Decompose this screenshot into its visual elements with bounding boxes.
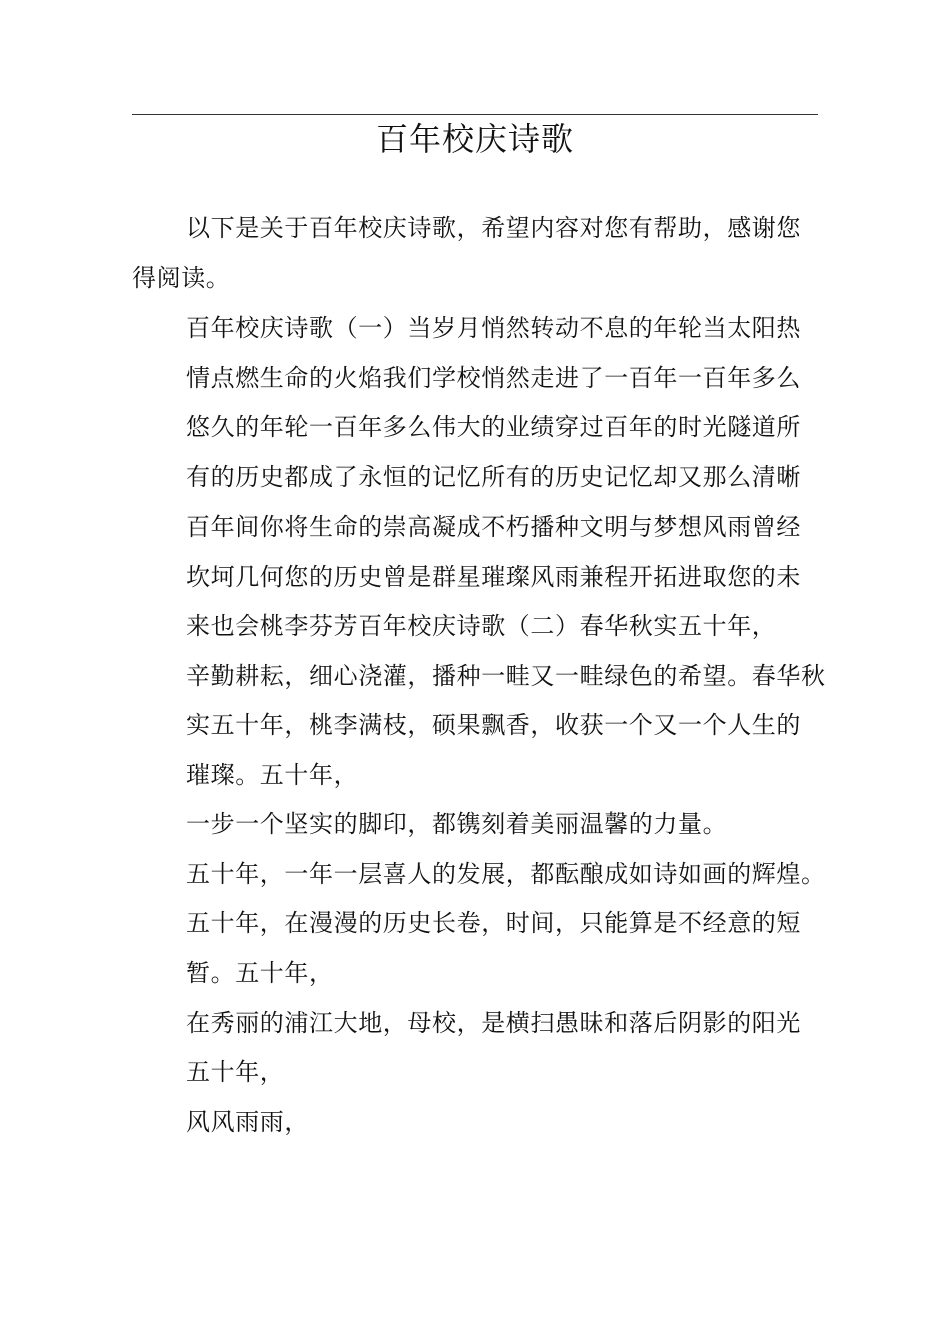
text-line: 百年校庆诗歌（一）当岁月悄然转动不息的年轮当太阳热 (186, 314, 801, 342)
text-line: 情点燃生命的火焰我们学校悄然走进了一百年一百年多么 (186, 364, 801, 392)
header-rule (132, 114, 818, 115)
text-line: 五十年， (186, 1058, 285, 1086)
text-line: 暂。五十年， (186, 959, 334, 987)
text-line: 百年间你将生命的崇高凝成不朽播种文明与梦想风雨曾经 (186, 513, 801, 541)
text-line: 得阅读。 (132, 264, 231, 292)
text-line: 有的历史都成了永恒的记忆所有的历史记忆却又那么清晰 (186, 463, 801, 491)
text-line: 五十年，一年一层喜人的发展，都酝酿成如诗如画的辉煌。 (186, 860, 826, 888)
text-line: 以下是关于百年校庆诗歌，希望内容对您有帮助，感谢您 (186, 214, 801, 242)
text-line: 在秀丽的浦江大地，母校，是横扫愚昧和落后阴影的阳光 (186, 1009, 801, 1037)
document-title: 百年校庆诗歌 (375, 120, 574, 158)
text-line: 悠久的年轮一百年多么伟大的业绩穿过百年的时光隧道所 (186, 413, 801, 441)
text-line: 璀璨。五十年， (186, 761, 359, 789)
text-line: 坎坷几何您的历史曾是群星璀璨风雨兼程开拓进取您的未 (186, 563, 801, 591)
text-line: 五十年，在漫漫的历史长卷，时间，只能算是不经意的短 (186, 909, 801, 937)
text-line: 实五十年，桃李满枝，硕果飘香，收获一个又一个人生的 (186, 711, 801, 739)
text-line: 来也会桃李芬芳百年校庆诗歌（二）春华秋实五十年， (186, 612, 777, 640)
text-line: 风风雨雨， (186, 1108, 309, 1136)
text-line: 辛勤耕耘，细心浇灌，播种一畦又一畦绿色的希望。春华秋 (186, 662, 826, 690)
text-line: 一步一个坚实的脚印，都镌刻着美丽温馨的力量。 (186, 810, 728, 838)
